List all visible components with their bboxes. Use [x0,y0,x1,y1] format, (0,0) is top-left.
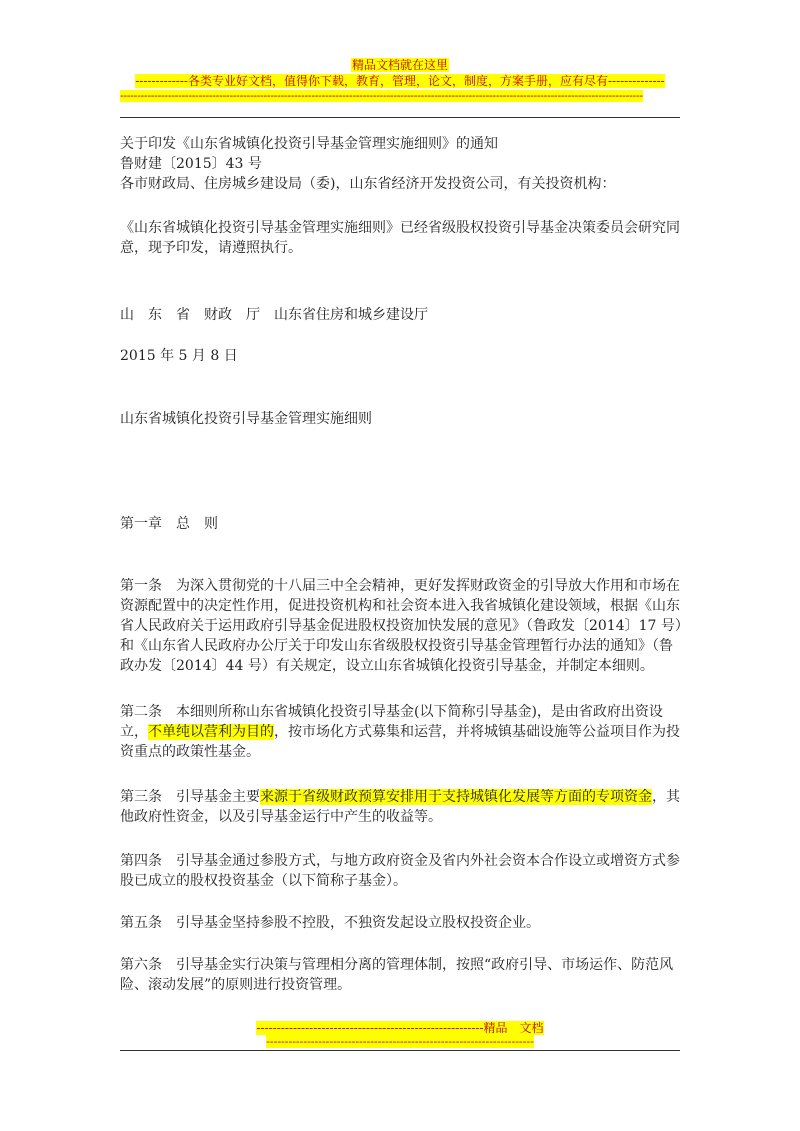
header-title: 精品文档就在这里 [351,58,448,72]
article-6: 第六条 引导基金实行决策与管理相分离的管理体制，按照“政府引导、市场运作、防范风险、滚动发展”的原则进行投资管理。 [120,957,674,993]
article-5: 第五条 引导基金坚持参股不控股，不独资发起设立股权投资企业。 [120,915,540,931]
article-1: 第一条 为深入贯彻党的十八届三中全会精神，更好发挥财政资金的引导放大作用和市场在资源配置中的决定性作用，促进投资机构和社会资本进入我省城镇化建设领域，根据《山东省人民政府关于运用政府引导基金促进股权投资加快发展的意见》（鲁政发〔2014〕17 号）和《山东省人民政府办公厅关于印发山东省级股权投资引导基金管理暂行办法的通知》（鲁政办发〔2014〕44 号）有关规定，设立山东省城镇化投资引导基金，并制定本细则。 [120,578,682,674]
notice-title: 关于印发《山东省城镇化投资引导基金管理实施细则》的通知 [120,136,498,152]
notice-body: 《山东省城镇化投资引导基金管理实施细则》已经省级股权投资引导基金决策委员会研究同意，现予印发，请遵照执行。 [120,220,680,256]
notice-recipients: 各市财政局、住房城乡建设局（委)，山东省经济开发投资公司，有关投资机构： [120,176,616,192]
notice-issuers: 山 东 省 财政 厅 山东省住房和城乡建设厅 [120,307,428,323]
highlighted-phrase: 来源于省级财政预算安排用于支持城镇化发展等方面的专项资金 [260,789,652,805]
header-tagline: -------------各类专业好文档，值得你下载，教育，管理，论文，制度，方案手册，应有尽有-------------- [135,74,665,88]
article-2: 第二条 本细则所称山东省城镇化投资引导基金(以下简称引导基金)，是由省政府出资设立，不单纯以营利为目的，按市场化方式募集和运营，并将城镇基础设施等公益项目作为投资重点的政策性基金。 [120,704,680,760]
article-4: 第四条 引导基金通过参股方式，与地方政府资金及省内外社会资本合作设立或增资方式参股已成立的股权投资基金（以下简称子基金）。 [120,853,680,889]
footer-line1: --------------------------------------------------------精品 文档 [256,1021,544,1035]
article-3: 第三条 引导基金主要来源于省级财政预算安排用于支持城镇化发展等方面的专项资金，其他政府性资金，以及引导基金运行中产生的收益等。 [120,789,680,825]
notice-doc-number: 鲁财建〔2015〕43 号 [120,156,262,172]
header-rule [120,117,680,118]
header-dashes: --------------------------------------------------------------------------------------------------------------------------------------------------------- [120,90,643,102]
notice-block [120,134,682,194]
rules-title: 山东省城镇化投资引导基金管理实施细则 [120,411,372,427]
highlighted-phrase: 不单纯以营利为目的 [148,724,274,740]
notice-date: 2015 年 5 月 8 日 [120,348,238,364]
chapter-heading: 第一章 总 则 [120,516,218,532]
footer-rule [120,1050,680,1051]
footer-line2: ------------------------------------------------------------------------ [266,1035,534,1048]
